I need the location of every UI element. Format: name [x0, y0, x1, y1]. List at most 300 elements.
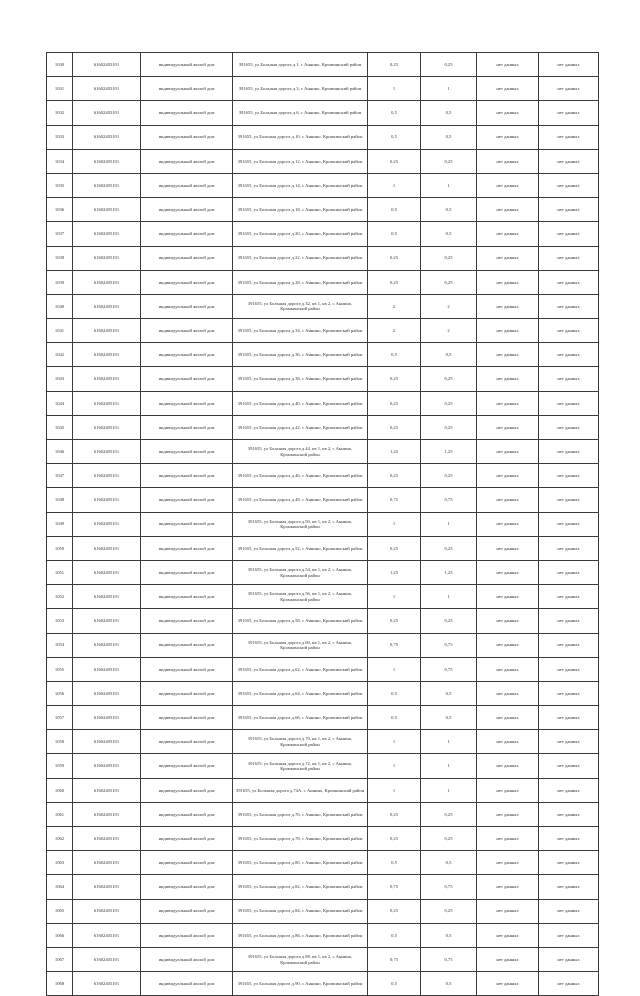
- status-2-cell: нет данных: [539, 633, 599, 657]
- address-cell: 391655, ул Большая дорога д.88, кв 1, кв 2, с Аннино, Кромкинский район: [233, 947, 368, 971]
- status-2-cell: нет данных: [539, 730, 599, 754]
- status-1-cell: нет данных: [477, 536, 539, 560]
- value-2-cell: 0,75: [421, 947, 477, 971]
- value-2-cell: 0,5: [421, 681, 477, 705]
- code-cell: 61602405101: [73, 391, 141, 415]
- code-cell: 61602405101: [73, 343, 141, 367]
- value-1-cell: 1: [368, 77, 421, 101]
- code-cell: 61602405101: [73, 585, 141, 609]
- status-1-cell: нет данных: [477, 343, 539, 367]
- address-cell: 391655, ул Большая дорога д.32, кв 1, кв 2, с Аннино, Кромкинский район: [233, 294, 368, 318]
- object-type-cell: индивидуальный жилой дом: [141, 149, 233, 173]
- value-2-cell: 0,25: [421, 367, 477, 391]
- object-type-cell: индивидуальный жилой дом: [141, 367, 233, 391]
- value-2-cell: 0,25: [421, 899, 477, 923]
- status-1-cell: нет данных: [477, 464, 539, 488]
- row-number-cell: 1057: [47, 706, 73, 730]
- address-cell: 391655, ул Большая дорога д.14, с Аннино, Кромкинский район: [233, 173, 368, 197]
- status-2-cell: нет данных: [539, 875, 599, 899]
- row-number-cell: 1056: [47, 681, 73, 705]
- object-type-cell: индивидуальный жилой дом: [141, 440, 233, 464]
- status-1-cell: нет данных: [477, 802, 539, 826]
- value-2-cell: 1,25: [421, 440, 477, 464]
- value-1-cell: 0,25: [368, 802, 421, 826]
- table-row: [47, 875, 599, 899]
- value-2-cell: 0,5: [421, 343, 477, 367]
- value-1-cell: 0,25: [368, 415, 421, 439]
- status-2-cell: нет данных: [539, 536, 599, 560]
- status-1-cell: нет данных: [477, 633, 539, 657]
- value-2-cell: 1: [421, 173, 477, 197]
- status-2-cell: нет данных: [539, 585, 599, 609]
- table-row: [47, 657, 599, 681]
- status-2-cell: нет данных: [539, 319, 599, 343]
- row-number-cell: 1046: [47, 440, 73, 464]
- status-1-cell: нет данных: [477, 319, 539, 343]
- code-cell: 61602405101: [73, 778, 141, 802]
- row-number-cell: 1035: [47, 173, 73, 197]
- value-1-cell: 0,75: [368, 633, 421, 657]
- code-cell: 61602405101: [73, 972, 141, 996]
- value-1-cell: 1,25: [368, 560, 421, 584]
- object-type-cell: индивидуальный жилой дом: [141, 585, 233, 609]
- status-1-cell: нет данных: [477, 488, 539, 512]
- status-2-cell: нет данных: [539, 343, 599, 367]
- value-1-cell: 1: [368, 585, 421, 609]
- status-1-cell: нет данных: [477, 53, 539, 77]
- object-type-cell: индивидуальный жилой дом: [141, 198, 233, 222]
- row-number-cell: 1045: [47, 415, 73, 439]
- code-cell: 61602405101: [73, 440, 141, 464]
- address-cell: 391655, ул Большая дорога д.82, с Аннино, Кромкинский район: [233, 875, 368, 899]
- table-row: [47, 222, 599, 246]
- status-2-cell: нет данных: [539, 657, 599, 681]
- code-cell: 61602405101: [73, 802, 141, 826]
- value-1-cell: 1: [368, 754, 421, 778]
- code-cell: 61602405101: [73, 101, 141, 125]
- table-row: [47, 947, 599, 971]
- table-row: [47, 77, 599, 101]
- status-2-cell: нет данных: [539, 198, 599, 222]
- row-number-cell: 1034: [47, 149, 73, 173]
- status-2-cell: нет данных: [539, 802, 599, 826]
- object-type-cell: индивидуальный жилой дом: [141, 294, 233, 318]
- row-number-cell: 1050: [47, 536, 73, 560]
- row-number-cell: 1047: [47, 464, 73, 488]
- object-type-cell: индивидуальный жилой дом: [141, 125, 233, 149]
- table-row: [47, 173, 599, 197]
- value-1-cell: 0,75: [368, 947, 421, 971]
- status-2-cell: нет данных: [539, 53, 599, 77]
- address-cell: 391655, ул Большая дорога д.10, с Аннино, Кромкинский район: [233, 125, 368, 149]
- table-row: [47, 609, 599, 633]
- row-number-cell: 1051: [47, 560, 73, 584]
- code-cell: 61602405101: [73, 609, 141, 633]
- address-cell: 391655, ул Большая дорога д.42, с Аннино, Кромкинский район: [233, 415, 368, 439]
- code-cell: 61602405101: [73, 706, 141, 730]
- registry-rows: [47, 53, 599, 996]
- address-cell: 391655, ул Большая дорога д.20, с Аннино, Кромкинский район: [233, 222, 368, 246]
- row-number-cell: 1031: [47, 77, 73, 101]
- table-row: [47, 923, 599, 947]
- value-2-cell: 0,25: [421, 246, 477, 270]
- value-2-cell: 0,5: [421, 706, 477, 730]
- object-type-cell: индивидуальный жилой дом: [141, 319, 233, 343]
- status-2-cell: нет данных: [539, 101, 599, 125]
- code-cell: 61602405101: [73, 947, 141, 971]
- status-1-cell: нет данных: [477, 560, 539, 584]
- value-2-cell: 0,25: [421, 464, 477, 488]
- value-1-cell: 2: [368, 294, 421, 318]
- object-type-cell: индивидуальный жилой дом: [141, 947, 233, 971]
- status-1-cell: нет данных: [477, 149, 539, 173]
- row-number-cell: 1033: [47, 125, 73, 149]
- object-type-cell: индивидуальный жилой дом: [141, 77, 233, 101]
- address-cell: 391655, ул Большая дорога д.58, с Аннино, Кромкинский район: [233, 609, 368, 633]
- value-1-cell: 0,25: [368, 246, 421, 270]
- table-row: [47, 319, 599, 343]
- status-1-cell: нет данных: [477, 923, 539, 947]
- row-number-cell: 1053: [47, 609, 73, 633]
- code-cell: 61602405101: [73, 125, 141, 149]
- row-number-cell: 1068: [47, 972, 73, 996]
- address-cell: 391655, ул Большая дорога д.22, с Аннино, Кромкинский район: [233, 246, 368, 270]
- address-cell: 391655, ул Большая дорога д.86, с Аннино, Кромкинский район: [233, 923, 368, 947]
- value-2-cell: 0,75: [421, 875, 477, 899]
- status-2-cell: нет данных: [539, 706, 599, 730]
- status-2-cell: нет данных: [539, 367, 599, 391]
- code-cell: 61602405101: [73, 899, 141, 923]
- object-type-cell: индивидуальный жилой дом: [141, 681, 233, 705]
- table-row: [47, 198, 599, 222]
- value-1-cell: 0,25: [368, 899, 421, 923]
- status-1-cell: нет данных: [477, 367, 539, 391]
- table-row: [47, 246, 599, 270]
- status-2-cell: нет данных: [539, 947, 599, 971]
- object-type-cell: индивидуальный жилой дом: [141, 101, 233, 125]
- table-row: [47, 536, 599, 560]
- object-type-cell: индивидуальный жилой дом: [141, 246, 233, 270]
- table-row: [47, 149, 599, 173]
- status-1-cell: нет данных: [477, 875, 539, 899]
- code-cell: 61602405101: [73, 923, 141, 947]
- registry-table: [46, 52, 599, 996]
- value-2-cell: 0,25: [421, 391, 477, 415]
- table-row: [47, 778, 599, 802]
- code-cell: 61602405101: [73, 560, 141, 584]
- code-cell: 61602405101: [73, 875, 141, 899]
- table-row: [47, 730, 599, 754]
- row-number-cell: 1042: [47, 343, 73, 367]
- status-2-cell: нет данных: [539, 77, 599, 101]
- address-cell: 391655, ул Большая дорога д.12, с Аннино, Кромкинский район: [233, 149, 368, 173]
- code-cell: 61602405101: [73, 319, 141, 343]
- status-2-cell: нет данных: [539, 173, 599, 197]
- table-row: [47, 53, 599, 77]
- status-1-cell: нет данных: [477, 778, 539, 802]
- object-type-cell: индивидуальный жилой дом: [141, 609, 233, 633]
- value-1-cell: 0,25: [368, 149, 421, 173]
- table-row: [47, 415, 599, 439]
- value-1-cell: 0,5: [368, 101, 421, 125]
- code-cell: 61602405101: [73, 77, 141, 101]
- table-row: [47, 899, 599, 923]
- value-2-cell: 1: [421, 754, 477, 778]
- value-2-cell: 0,5: [421, 222, 477, 246]
- table-row: [47, 488, 599, 512]
- value-1-cell: 0,25: [368, 367, 421, 391]
- value-1-cell: 0,5: [368, 343, 421, 367]
- value-2-cell: 1: [421, 77, 477, 101]
- address-cell: 391655, ул Большая дорога д.52, с Аннино, Кромкинский район: [233, 536, 368, 560]
- table-row: [47, 391, 599, 415]
- row-number-cell: 1048: [47, 488, 73, 512]
- object-type-cell: индивидуальный жилой дом: [141, 802, 233, 826]
- value-1-cell: 0,5: [368, 222, 421, 246]
- row-number-cell: 1059: [47, 754, 73, 778]
- object-type-cell: индивидуальный жилой дом: [141, 270, 233, 294]
- status-2-cell: нет данных: [539, 488, 599, 512]
- value-2-cell: 1,25: [421, 560, 477, 584]
- table-row: [47, 802, 599, 826]
- value-1-cell: 1: [368, 657, 421, 681]
- status-1-cell: нет данных: [477, 222, 539, 246]
- status-1-cell: нет данных: [477, 391, 539, 415]
- value-1-cell: 0,5: [368, 851, 421, 875]
- table-row: [47, 681, 599, 705]
- value-1-cell: 1: [368, 778, 421, 802]
- value-1-cell: 0,5: [368, 923, 421, 947]
- value-2-cell: 0,5: [421, 198, 477, 222]
- status-2-cell: нет данных: [539, 560, 599, 584]
- code-cell: 61602405101: [73, 730, 141, 754]
- table-row: [47, 343, 599, 367]
- table-row: [47, 512, 599, 536]
- row-number-cell: 1066: [47, 923, 73, 947]
- status-2-cell: нет данных: [539, 972, 599, 996]
- value-2-cell: 0,25: [421, 802, 477, 826]
- value-1-cell: 0,25: [368, 609, 421, 633]
- status-2-cell: нет данных: [539, 754, 599, 778]
- row-number-cell: 1038: [47, 246, 73, 270]
- status-2-cell: нет данных: [539, 149, 599, 173]
- status-2-cell: нет данных: [539, 778, 599, 802]
- code-cell: 61602405101: [73, 681, 141, 705]
- code-cell: 61602405101: [73, 173, 141, 197]
- value-2-cell: 0,25: [421, 270, 477, 294]
- code-cell: 61602405101: [73, 464, 141, 488]
- object-type-cell: индивидуальный жилой дом: [141, 633, 233, 657]
- row-number-cell: 1067: [47, 947, 73, 971]
- value-1-cell: 1: [368, 173, 421, 197]
- value-1-cell: 0,5: [368, 706, 421, 730]
- row-number-cell: 1064: [47, 875, 73, 899]
- status-1-cell: нет данных: [477, 899, 539, 923]
- code-cell: 61602405101: [73, 657, 141, 681]
- table-row: [47, 972, 599, 996]
- table-row: [47, 101, 599, 125]
- status-2-cell: нет данных: [539, 923, 599, 947]
- value-1-cell: 1: [368, 730, 421, 754]
- address-cell: 391655, ул Большая дорога д.70, кв 1, кв 2, с Аннино, Кромкинский район: [233, 730, 368, 754]
- row-number-cell: 1055: [47, 657, 73, 681]
- object-type-cell: индивидуальный жилой дом: [141, 875, 233, 899]
- row-number-cell: 1049: [47, 512, 73, 536]
- status-2-cell: нет данных: [539, 415, 599, 439]
- status-1-cell: нет данных: [477, 270, 539, 294]
- value-2-cell: 0,25: [421, 827, 477, 851]
- value-1-cell: 0,25: [368, 536, 421, 560]
- object-type-cell: индивидуальный жилой дом: [141, 778, 233, 802]
- status-1-cell: нет данных: [477, 827, 539, 851]
- object-type-cell: индивидуальный жилой дом: [141, 415, 233, 439]
- table-row: [47, 125, 599, 149]
- object-type-cell: индивидуальный жилой дом: [141, 512, 233, 536]
- value-2-cell: 1: [421, 512, 477, 536]
- value-2-cell: 0,25: [421, 609, 477, 633]
- address-cell: 391655, ул Большая дорога д.28, с Аннино, Кромкинский район: [233, 270, 368, 294]
- row-number-cell: 1054: [47, 633, 73, 657]
- table-row: [47, 851, 599, 875]
- value-2-cell: 0,25: [421, 536, 477, 560]
- row-number-cell: 1043: [47, 367, 73, 391]
- status-1-cell: нет данных: [477, 657, 539, 681]
- address-cell: 391655, ул Большая дорога д.18, с Аннино, Кромкинский район: [233, 198, 368, 222]
- value-1-cell: 1: [368, 512, 421, 536]
- status-1-cell: нет данных: [477, 440, 539, 464]
- object-type-cell: индивидуальный жилой дом: [141, 923, 233, 947]
- value-1-cell: 0,25: [368, 464, 421, 488]
- value-1-cell: 1,25: [368, 440, 421, 464]
- status-2-cell: нет данных: [539, 899, 599, 923]
- value-1-cell: 0,5: [368, 125, 421, 149]
- status-1-cell: нет данных: [477, 512, 539, 536]
- table-row: [47, 367, 599, 391]
- table-row: [47, 706, 599, 730]
- address-cell: 391655, ул Большая дорога д.78, с Аннино, Кромкинский район: [233, 827, 368, 851]
- status-1-cell: нет данных: [477, 246, 539, 270]
- value-1-cell: 0,25: [368, 53, 421, 77]
- address-cell: 391655, ул Большая дорога д.3, с Аннино, Кромкинский район: [233, 77, 368, 101]
- value-2-cell: 0,25: [421, 149, 477, 173]
- row-number-cell: 1061: [47, 802, 73, 826]
- code-cell: 61602405101: [73, 246, 141, 270]
- value-2-cell: 0,75: [421, 633, 477, 657]
- status-2-cell: нет данных: [539, 512, 599, 536]
- status-2-cell: нет данных: [539, 609, 599, 633]
- code-cell: 61602405101: [73, 415, 141, 439]
- code-cell: 61602405101: [73, 198, 141, 222]
- status-1-cell: нет данных: [477, 198, 539, 222]
- status-2-cell: нет данных: [539, 125, 599, 149]
- row-number-cell: 1039: [47, 270, 73, 294]
- object-type-cell: индивидуальный жилой дом: [141, 173, 233, 197]
- address-cell: 391655, ул Большая дорога д.54, кв 1, кв 2, с Аннино, Кромкинский район: [233, 560, 368, 584]
- status-1-cell: нет данных: [477, 125, 539, 149]
- address-cell: 391655, ул Большая дорога д.6, с Аннино, Кромкинский район: [233, 101, 368, 125]
- value-2-cell: 0,5: [421, 125, 477, 149]
- address-cell: 391655, ул Большая дорога д.84, с Аннино, Кромкинский район: [233, 899, 368, 923]
- value-1-cell: 0,25: [368, 827, 421, 851]
- code-cell: 61602405101: [73, 367, 141, 391]
- object-type-cell: индивидуальный жилой дом: [141, 464, 233, 488]
- status-1-cell: нет данных: [477, 730, 539, 754]
- value-2-cell: 0,5: [421, 101, 477, 125]
- value-2-cell: 0,75: [421, 657, 477, 681]
- address-cell: 391655, ул Большая дорога д.34, с Аннино, Кромкинский район: [233, 319, 368, 343]
- table-row: [47, 827, 599, 851]
- row-number-cell: 1041: [47, 319, 73, 343]
- value-2-cell: 0,5: [421, 923, 477, 947]
- table-row: [47, 560, 599, 584]
- status-2-cell: нет данных: [539, 464, 599, 488]
- status-2-cell: нет данных: [539, 827, 599, 851]
- row-number-cell: 1063: [47, 851, 73, 875]
- row-number-cell: 1030: [47, 53, 73, 77]
- status-2-cell: нет данных: [539, 222, 599, 246]
- code-cell: 61602405101: [73, 754, 141, 778]
- object-type-cell: индивидуальный жилой дом: [141, 488, 233, 512]
- object-type-cell: индивидуальный жилой дом: [141, 730, 233, 754]
- value-2-cell: 0,75: [421, 488, 477, 512]
- status-1-cell: нет данных: [477, 173, 539, 197]
- status-1-cell: нет данных: [477, 754, 539, 778]
- status-1-cell: нет данных: [477, 851, 539, 875]
- code-cell: 61602405101: [73, 633, 141, 657]
- code-cell: 61602405101: [73, 149, 141, 173]
- object-type-cell: индивидуальный жилой дом: [141, 706, 233, 730]
- value-2-cell: 2: [421, 319, 477, 343]
- status-1-cell: нет данных: [477, 681, 539, 705]
- status-2-cell: нет данных: [539, 851, 599, 875]
- object-type-cell: индивидуальный жилой дом: [141, 536, 233, 560]
- status-1-cell: нет данных: [477, 101, 539, 125]
- status-2-cell: нет данных: [539, 681, 599, 705]
- status-2-cell: нет данных: [539, 294, 599, 318]
- object-type-cell: индивидуальный жилой дом: [141, 391, 233, 415]
- row-number-cell: 1062: [47, 827, 73, 851]
- value-1-cell: 0,75: [368, 875, 421, 899]
- table-row: [47, 464, 599, 488]
- value-1-cell: 0,5: [368, 681, 421, 705]
- value-2-cell: 1: [421, 730, 477, 754]
- code-cell: 61602405101: [73, 851, 141, 875]
- row-number-cell: 1060: [47, 778, 73, 802]
- code-cell: 61602405101: [73, 222, 141, 246]
- row-number-cell: 1032: [47, 101, 73, 125]
- status-2-cell: нет данных: [539, 391, 599, 415]
- status-1-cell: нет данных: [477, 77, 539, 101]
- value-1-cell: 0,25: [368, 391, 421, 415]
- status-1-cell: нет данных: [477, 706, 539, 730]
- code-cell: 61602405101: [73, 53, 141, 77]
- code-cell: 61602405101: [73, 827, 141, 851]
- row-number-cell: 1044: [47, 391, 73, 415]
- address-cell: 391655, ул Большая дорога д.50, кв 1, кв 2, с Аннино, Кромкинский район: [233, 512, 368, 536]
- value-2-cell: 0,5: [421, 851, 477, 875]
- object-type-cell: индивидуальный жилой дом: [141, 851, 233, 875]
- value-2-cell: 0,5: [421, 972, 477, 996]
- object-type-cell: индивидуальный жилой дом: [141, 972, 233, 996]
- address-cell: 391655, ул Большая дорога д.80, с Аннино, Кромкинский район: [233, 851, 368, 875]
- value-2-cell: 2: [421, 294, 477, 318]
- object-type-cell: индивидуальный жилой дом: [141, 343, 233, 367]
- value-1-cell: 0,25: [368, 270, 421, 294]
- address-cell: 391655, ул Большая дорога д.46, с Аннино, Кромкинский район: [233, 464, 368, 488]
- row-number-cell: 1036: [47, 198, 73, 222]
- status-2-cell: нет данных: [539, 440, 599, 464]
- address-cell: 391655, ул Большая дорога д.48, с Аннино, Кромкинский район: [233, 488, 368, 512]
